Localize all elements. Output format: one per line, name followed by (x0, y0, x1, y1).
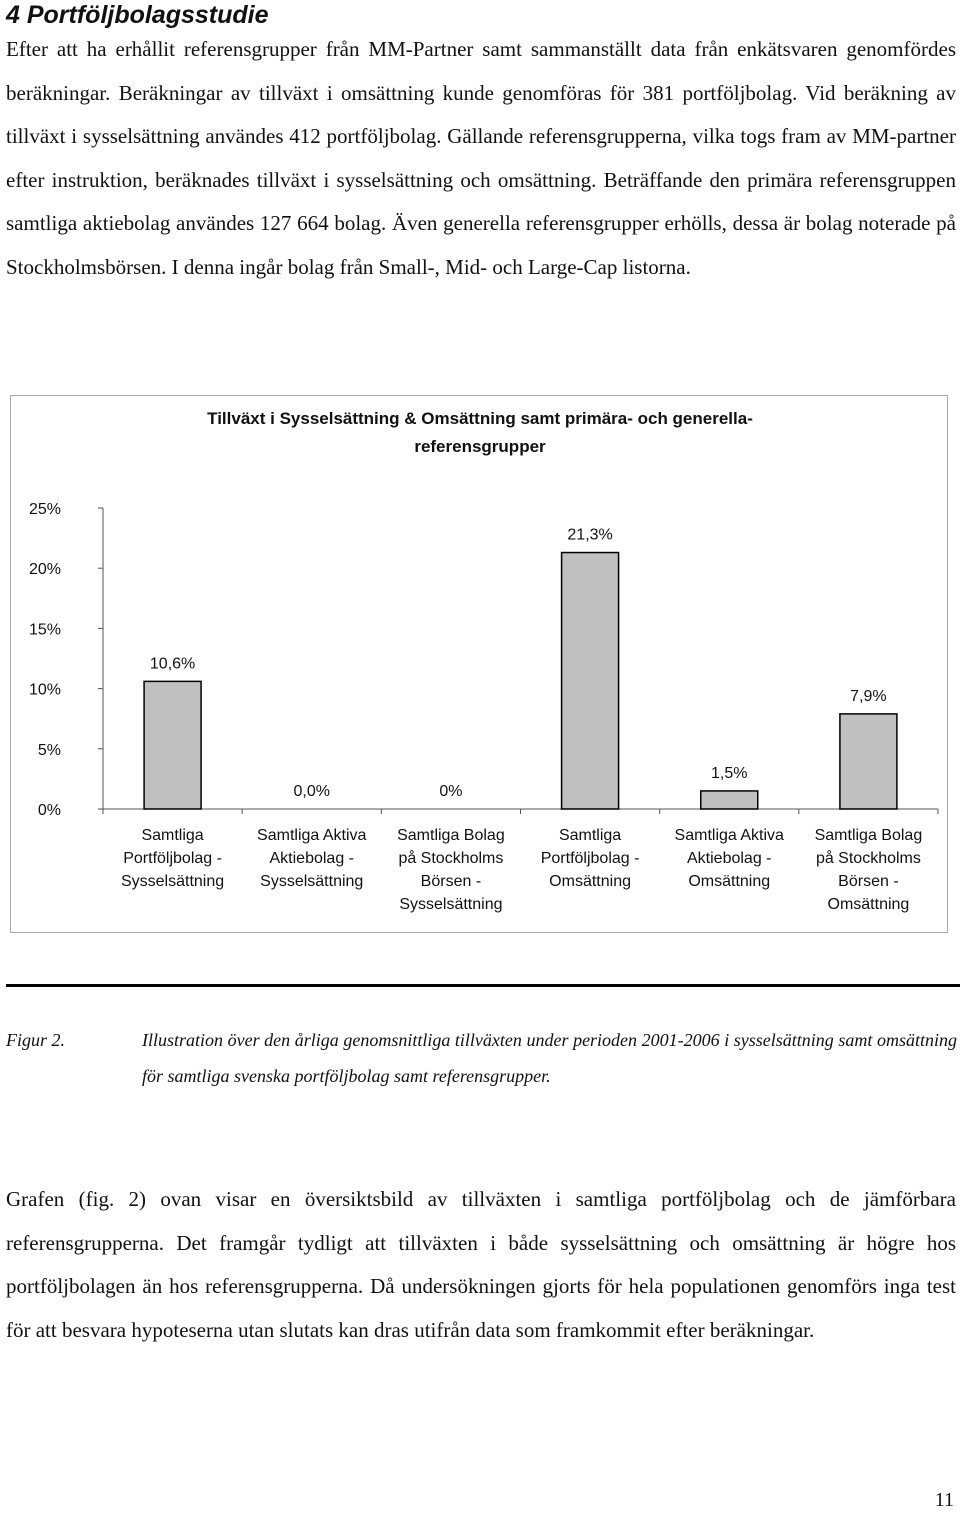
section-heading: 4 Portföljbolagsstudie (6, 1, 269, 29)
data-label: 10,6% (149, 655, 196, 673)
bar (144, 681, 201, 809)
page-number: 11 (934, 1489, 954, 1511)
category-label: Samtliga Portföljbolag -Omsättning (540, 827, 640, 890)
chart-title-line: referensgrupper (414, 437, 546, 456)
y-tick-label: 15% (28, 621, 61, 639)
y-tick-label: 25% (28, 501, 61, 518)
y-tick-label: 10% (28, 681, 61, 699)
chart-title-line: Tillväxt i Sysselsättning & Omsättning samt primära- och generella- (207, 409, 753, 428)
data-label: 7,9% (850, 687, 887, 705)
category-label: Samtliga Aktiva Aktiebolag -Sysselsättning (257, 827, 367, 890)
y-tick-label: 20% (28, 561, 61, 579)
intro-paragraph: Efter att ha erhållit referensgrupper från MM-Partner samt sammanställt data från enkätsvaren genomfördes beräkningar. Beräkningar av tillväxt i omsättning kunde genomföras för 381 portföljbolag. Vid beräkning av tillväxt i sysselsättning användes 412 portföljbolag. Gällande referensgrupperna, vilka togs fram av MM-partner efter instruktion, beräknades tillväxt i sysselsättning och omsättning. Beträffande den primära referensgruppen samtliga aktiebolag användes 127 664 bolag. Även generella referensgrupper erhölls, dessa är bolag noterade på Stockholmsbörsen. I denna ingår bolag från Small-, Mid- och Large-Cap listorna. (6, 37, 956, 279)
y-tick-label: 0% (37, 802, 61, 819)
y-tick-label: 5% (37, 741, 61, 759)
data-label: 1,5% (711, 764, 748, 782)
category-label: Samtliga Aktiva Aktiebolag -Omsättning (674, 827, 784, 890)
figure-caption: Illustration över den årliga genomsnittliga tillväxten under perioden 2001-2006 i sysselsättning samt omsättning för samtliga svenska portföljbolag samt referensgrupper. (142, 1030, 957, 1086)
category-label: Samtliga Bolag på Stockholms Börsen -Sysselsättning (397, 827, 505, 913)
data-label: 0,0% (293, 783, 330, 800)
figure-divider (6, 984, 960, 987)
data-label: 0% (439, 783, 463, 800)
data-label: 21,3% (567, 526, 613, 544)
bar (840, 714, 897, 809)
figure-label: Figur 2. (6, 1030, 66, 1050)
category-label: Samtliga Bolag på Stockholms Börsen -Omsättning (814, 827, 923, 913)
category-label: Samtliga Portföljbolag -Sysselsättning (120, 827, 225, 890)
bar (701, 791, 758, 809)
bar (562, 553, 619, 809)
discussion-paragraph: Grafen (fig. 2) ovan visar en översiktsbild av tillväxten i samtliga portföljbolag och de jämförbara referensgrupperna. Det framgår tydligt att tillväxten i både sysselsättning och omsättning är högre hos portföljbolagen än hos referensgrupperna. Då undersökningen gjorts för hela populationen genomförs inga test för att besvara hypoteserna utan slutats kan dras utifrån data som framkommit efter beräkningar. (6, 1187, 956, 1342)
